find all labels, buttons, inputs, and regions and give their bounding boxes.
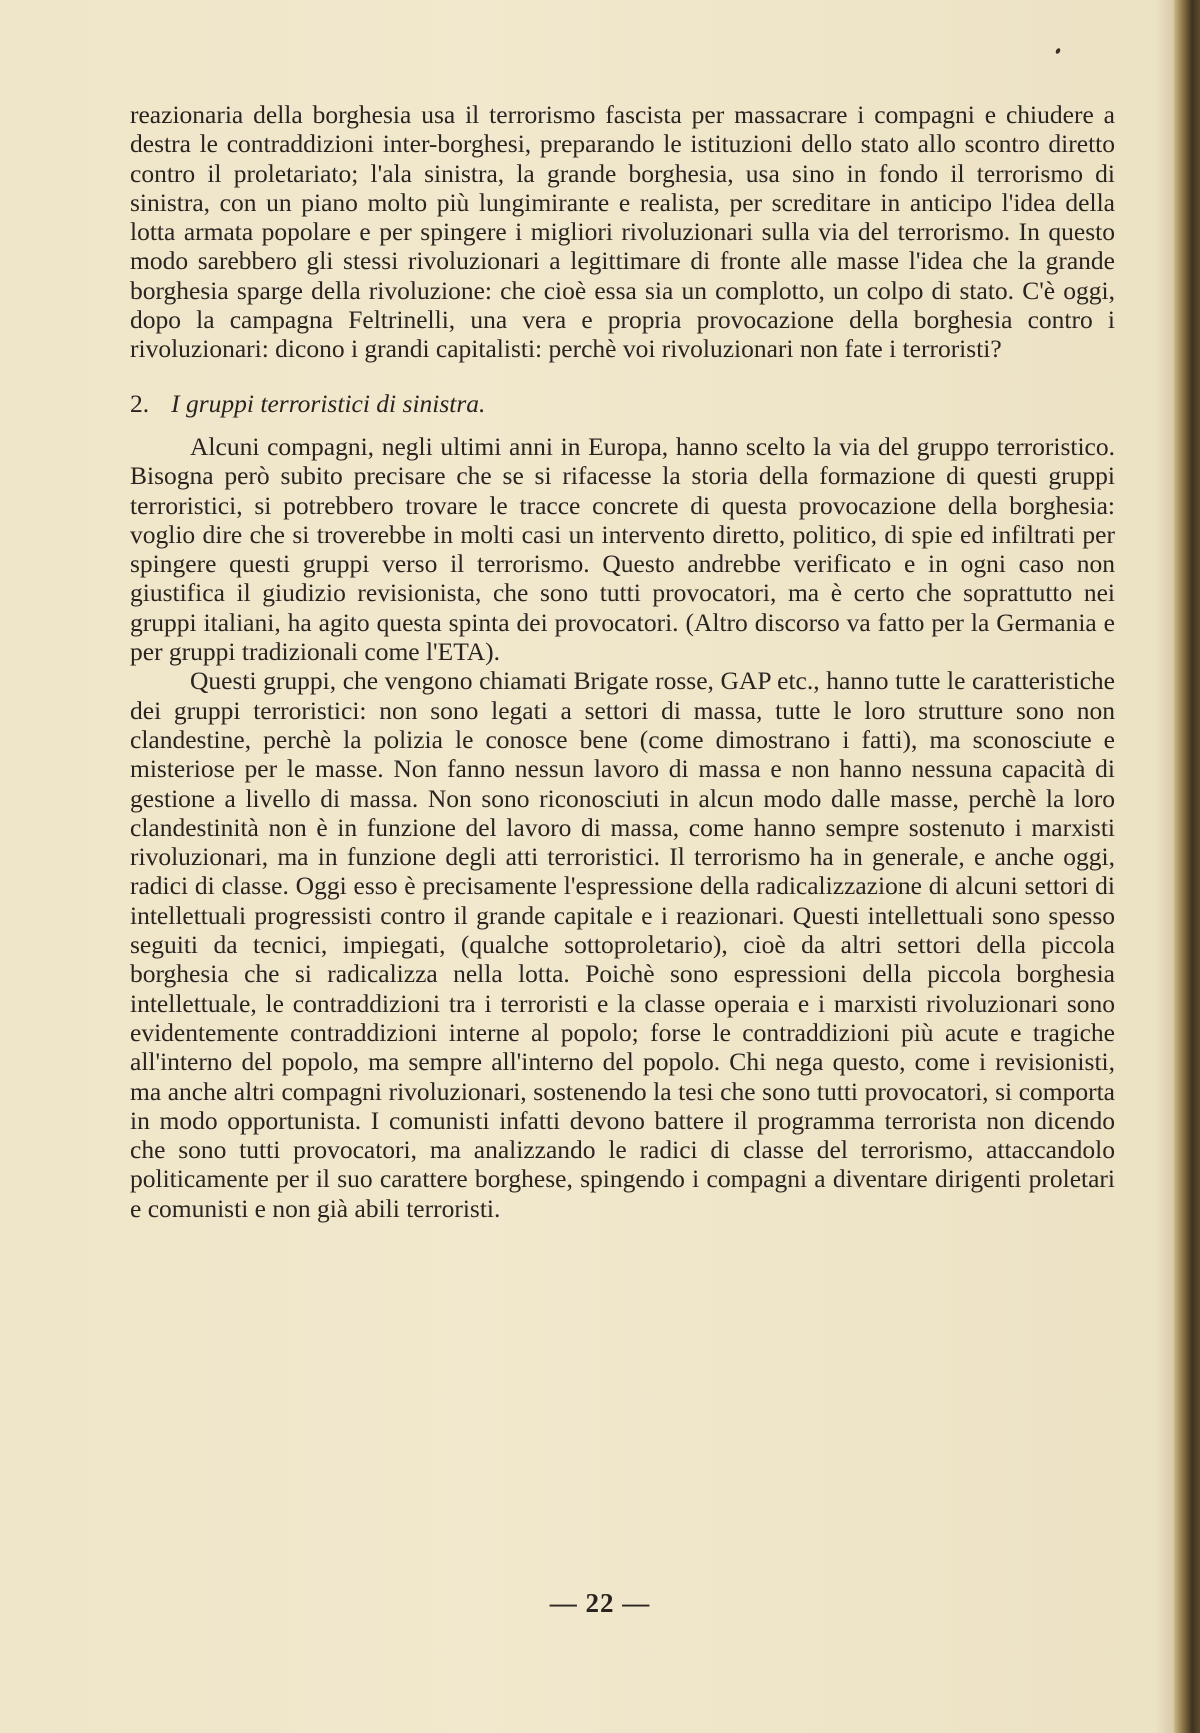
- binding-shadow: [1156, 0, 1174, 1733]
- ink-speck: [1055, 47, 1061, 54]
- section-title: I gruppi terroristici di sinistra.: [171, 388, 486, 418]
- section-heading: [130, 389, 1115, 418]
- body-text: [130, 100, 1115, 1223]
- paragraph-2: Alcuni compagni, negli ultimi anni in Europa, hanno scelto la via del gruppo terroristico. Bisogna però subito precisare che se si rifacesse la storia della formazione di questi gruppi terroristici, si potrebbero trovare le tracce concrete di questa provocazione della borghesia: voglio dire che si troverebbe in molti casi un intervento diretto, politico, di spie ed infiltrati per spingere questi gruppi verso il terrorismo. Questo andrebbe verificato e in ogni caso non giustifica il giudizio revisionista, che sono tutti provocatori, ma è certo che soprattutto nei gruppi italiani, ha agito questa spinta dei provocatori. (Altro discorso va fatto per la Germania e per gruppi tradizionali come l'ETA).: [130, 431, 1115, 667]
- binding-edge: [1174, 0, 1200, 1733]
- page-number: — 22 —: [549, 1588, 651, 1618]
- section-number: 2.: [130, 388, 150, 418]
- paragraph-3: Questi gruppi, che vengono chiamati Brigate rosse, GAP etc., hanno tutte le caratteristiche dei gruppi terroristici: non sono legati a settori di massa, tutte le loro strutture sono non clandestine, perchè la polizia le conosce bene (come dimostrano i fatti), ma sconosciute e misteriose per le masse. Non fanno nessun lavoro di massa e non hanno nessuna capacità di gestione a livello di massa. Non sono riconosciuti in alcun modo dalle masse, perchè la loro clandestinità non è in funzione del lavoro di massa, come hanno sempre sostenuto i marxisti rivoluzionari, ma in funzione degli atti terroristici. Il terrorismo ha in generale, e anche oggi, radici di classe. Oggi esso è precisamente l'espressione della radicalizzazione di alcuni settori di intellettuali progressisti contro il grande capitale e i reazionari. Questi intellettuali sono spesso seguiti da tecnici, impiegati, (qualche sottoproletario), cioè da altri settori della piccola borghesia che si radicalizza nella lotta. Poichè sono espressioni della piccola borghesia intellettuale, le contraddizioni tra i terroristi e la classe operaia e i marxisti rivoluzionari sono evidentemente contraddizioni interne al popolo; forse le contraddizioni più acute e tragiche all'interno del popolo, ma sempre all'interno del popolo. Chi nega questo, come i revisionisti, ma anche altri compagni rivoluzionari, sostenendo la tesi che sono tutti provocatori, si comporta in modo opportunista. I comunisti infatti devono battere il programma terrorista non dicendo che sono tutti provocatori, ma analizzando le radici di classe del terrorismo, attaccandolo politicamente per il suo carattere borghese, spingendo i compagni a diventare dirigenti proletari e comunisti e non già abili terroristi.: [130, 666, 1115, 1223]
- paragraph-1: reazionaria della borghesia usa il terrorismo fascista per massacrare i compagni e chiudere a destra le contraddizioni inter-borghesi, preparando le istituzioni dello stato allo scontro diretto contro il proletariato; l'ala sinistra, la grande borghesia, usa sino in fondo il terrorismo di sinistra, con un piano molto più lungimirante e realista, per screditare in anticipo l'idea della lotta armata popolare e per spingere i migliori rivoluzionari sulla via del terrorismo. In questo modo sarebbero gli stessi rivoluzionari a legittimare di fronte alle masse l'idea che la grande borghesia sparge della rivoluzione: che cioè essa sia un complotto, un colpo di stato. C'è oggi, dopo la campagna Feltrinelli, una vera e propria provocazione della borghesia contro i rivoluzionari: dicono i grandi capitalisti: perchè voi rivoluzionari non fate i terroristi?: [130, 100, 1115, 364]
